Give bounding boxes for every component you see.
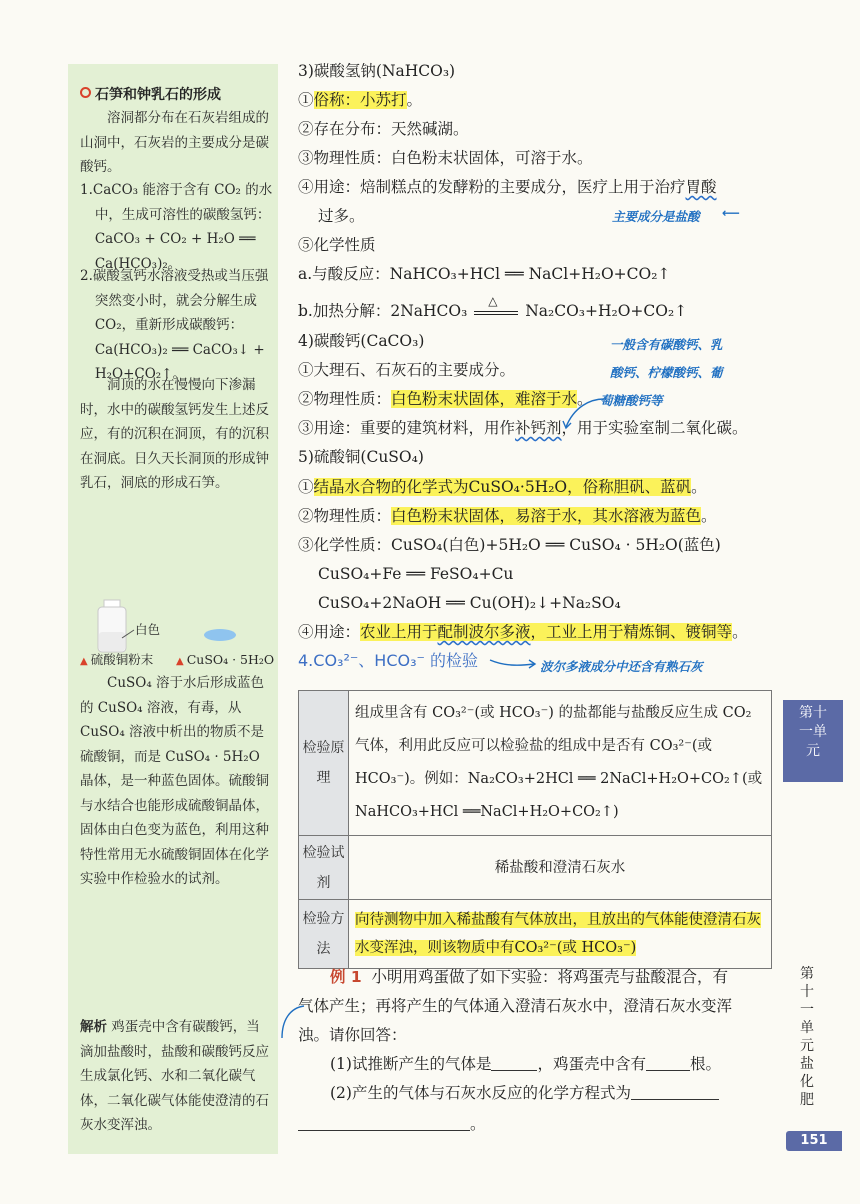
handwritten-note-bordeaux: 波尔多液成分中还含有熟石灰 bbox=[540, 659, 703, 674]
sidebar-paragraph-2: 洞顶的水在慢慢向下渗漏时，水中的碳酸氢钙发生上述反应，有的沉积在洞顶，有的沉积在洞底。日久天长洞顶的形成钟乳石，洞底的形成石笋。 bbox=[80, 377, 269, 491]
line-cuso4-heading: 5)硫酸铜(CuSO₄) bbox=[298, 448, 424, 466]
line-nahco3-heading: 3)碳酸氢钠(NaHCO₃) bbox=[298, 62, 456, 80]
line-caco3-physical: ②物理性质：白色粉末状固体，难溶于水。 bbox=[298, 390, 593, 408]
line-reaction-acid: a.与酸反应：NaHCO₃+HCl ══ NaCl+H₂O+CO₂↑ bbox=[298, 265, 671, 283]
white-label: 白色 bbox=[135, 622, 161, 637]
line-nahco3-name: ①俗称：小苏打。 bbox=[298, 91, 423, 109]
triangle-icon: ▲ bbox=[80, 656, 88, 667]
line-cuso4-formula: ①结晶水合物的化学式为CuSO₄·5H₂O，俗称胆矾、蓝矾。 bbox=[298, 478, 707, 496]
line-cuso4-use: ④用途：农业上用于配制波尔多液，工业上用于精炼铜、镀铜等。 bbox=[298, 623, 748, 641]
sidebar-paragraph-3: CuSO₄ 溶于水后形成蓝色的 CuSO₄ 溶液，有毒，从 CuSO₄ 溶液中析出的物质不是硫酸铜，而是 CuSO₄ · 5H₂O 晶体，是一种蓝色固体。硫酸铜与水结合也能形成硫酸铜晶体，固体由白色变为蓝色，利用这种特性常用无水硫酸铜固体在化学实验中作检验水的试剂。 bbox=[80, 675, 269, 887]
question-2-cont: 。 bbox=[298, 1113, 486, 1135]
table-row bbox=[299, 691, 772, 836]
answer-blank-equation[interactable] bbox=[631, 1085, 719, 1100]
handwritten-note-stomach-acid: 主要成分是盐酸 bbox=[612, 209, 700, 224]
answer-blank-radical[interactable] bbox=[646, 1056, 690, 1071]
bullet-icon bbox=[80, 87, 91, 98]
line-cuso4-chemical: ③化学性质：CuSO₄(白色)+5H₂O ══ CuSO₄ · 5H₂O(蓝色) bbox=[298, 536, 721, 554]
triangle-icon: ▲ bbox=[176, 656, 184, 667]
line-caco3-source: ①大理石、石灰石的主要成分。 bbox=[298, 361, 516, 379]
handwritten-arrow-icon bbox=[560, 393, 606, 433]
example-line-1: 例 1 小明用鸡蛋做了如下实验：将鸡蛋壳与盐酸混合，有 bbox=[330, 968, 729, 986]
sidebar-item-2: 2.碳酸氢钙水溶液受热或当压强突然变小时，就会分解生成 CO₂，重新形成碳酸钙：Ca(HCO₃)₂ ══ CaCO₃↓ + H₂O+CO₂↑。 bbox=[80, 268, 269, 382]
sidebar-item-1: 1.CaCO₃ 能溶于含有 CO₂ 的水中，生成可溶性的碳酸氢钙：CaCO₃ + CO₂ + H₂O ══ Ca(HCO₃)₂。 bbox=[80, 182, 273, 272]
line-nahco3-use-cont: 过多。 bbox=[318, 207, 365, 225]
line-nahco3-physical: ③物理性质：白色粉末状固体，可溶于水。 bbox=[298, 149, 593, 167]
table-label-reagent: 检验试剂 bbox=[299, 836, 349, 900]
table-label-principle: 检验原理 bbox=[299, 691, 349, 836]
blue-crystal-image bbox=[202, 628, 238, 642]
line-nahco3-use: ④用途：焙制糕点的发酵粉的主要成分，医疗上用于治疗胃酸 bbox=[298, 178, 717, 196]
table-cell-method: 向待测物中加入稀盐酸有气体放出，且放出的气体能使澄清石灰水变浑浊，则该物质中有CO₃²⁻(或 HCO₃⁻) bbox=[349, 900, 772, 969]
caption-blue-vitriol: ▲ CuSO₄ · 5H₂O bbox=[176, 652, 275, 667]
page-number: 151 bbox=[786, 1131, 842, 1151]
line-cuso4-naoh: CuSO₄+2NaOH ══ Cu(OH)₂↓+Na₂SO₄ bbox=[318, 594, 621, 612]
sidebar-analysis: 解析 鸡蛋壳中含有碳酸钙，当滴加盐酸时，盐酸和碳酸钙反应生成氯化钙、水和二氧化碳气体，二氧化碳气体能使澄清的石灰水变浑浊。 bbox=[80, 1019, 269, 1133]
question-2: (2)产生的气体与石灰水反应的化学方程式为 bbox=[330, 1082, 719, 1104]
line-cuso4-physical: ②物理性质：白色粉末状固体，易溶于水，其水溶液为蓝色。 bbox=[298, 507, 717, 525]
question-1: (1)试推断产生的气体是 ，鸡蛋壳中含有 根。 bbox=[330, 1055, 721, 1073]
caption-copper-sulfate-powder: ▲ 硫酸铜粉末 bbox=[80, 652, 154, 667]
answer-blank-gas[interactable] bbox=[491, 1056, 537, 1071]
handwritten-arrow-icon bbox=[488, 656, 538, 670]
table-cell-reagent: 稀盐酸和澄清石灰水 bbox=[349, 836, 772, 900]
line-nahco3-distribution: ②存在分布：天然碱湖。 bbox=[298, 120, 469, 138]
table-cell-principle: 组成里含有 CO₃²⁻(或 HCO₃⁻) 的盐都能与盐酸反应生成 CO₂ 气体，利用此反应可以检验盐的组成中是否有 CO₃²⁻(或 HCO₃⁻)。例如：Na₂CO₃+2HCl ══ 2NaCl+H₂O+CO₂↑(或 NaHCO₃+HCl ══NaCl+H₂O+CO₂↑) bbox=[349, 691, 772, 836]
handwritten-note-calcium-2: 酸钙、柠檬酸钙、葡 bbox=[610, 365, 723, 380]
unit-tab: 第十一单元 bbox=[783, 700, 843, 782]
handwritten-note-calcium-3: 萄糖酸钙等 bbox=[600, 393, 663, 408]
example-line-3: 浊。请你回答： bbox=[298, 1026, 407, 1044]
example-line-2: 气体产生；再将产生的气体通入澄清石灰水中，澄清石灰水变浑 bbox=[298, 997, 733, 1015]
sidebar-paragraph-1: 溶洞都分布在石灰岩组成的山洞中，石灰岩的主要成分是碳酸钙。 bbox=[80, 110, 269, 175]
table-label-method: 检验方法 bbox=[299, 900, 349, 969]
handwritten-note-calcium-1: 一般含有碳酸钙、乳 bbox=[610, 337, 723, 352]
unit-vertical-label: 第十一单元 盐 化肥 bbox=[800, 966, 814, 1108]
line-caco3-heading: 4)碳酸钙(CaCO₃) bbox=[298, 332, 425, 350]
line-caco3-use: ③用途：重要的建筑材料，用作补钙剂，用于实验室制二氧化碳。 bbox=[298, 419, 748, 437]
table-row bbox=[299, 836, 772, 900]
sidebar-title: 石笋和钟乳石的形成 bbox=[80, 83, 276, 108]
section-4-heading: 4.CO₃²⁻、HCO₃⁻ 的检验 bbox=[298, 651, 479, 670]
line-nahco3-chemical: ⑤化学性质 bbox=[298, 236, 376, 254]
line-reaction-heat: b.加热分解：2NaHCO₃ △ Na₂CO₃+H₂O+CO₂↑ bbox=[298, 294, 688, 320]
answer-blank-equation-cont[interactable] bbox=[298, 1116, 470, 1131]
detection-table bbox=[298, 690, 772, 969]
line-cuso4-fe: CuSO₄+Fe ══ FeSO₄+Cu bbox=[318, 565, 514, 583]
arrow-icon: ⟵ bbox=[722, 205, 740, 220]
table-row bbox=[299, 900, 772, 969]
